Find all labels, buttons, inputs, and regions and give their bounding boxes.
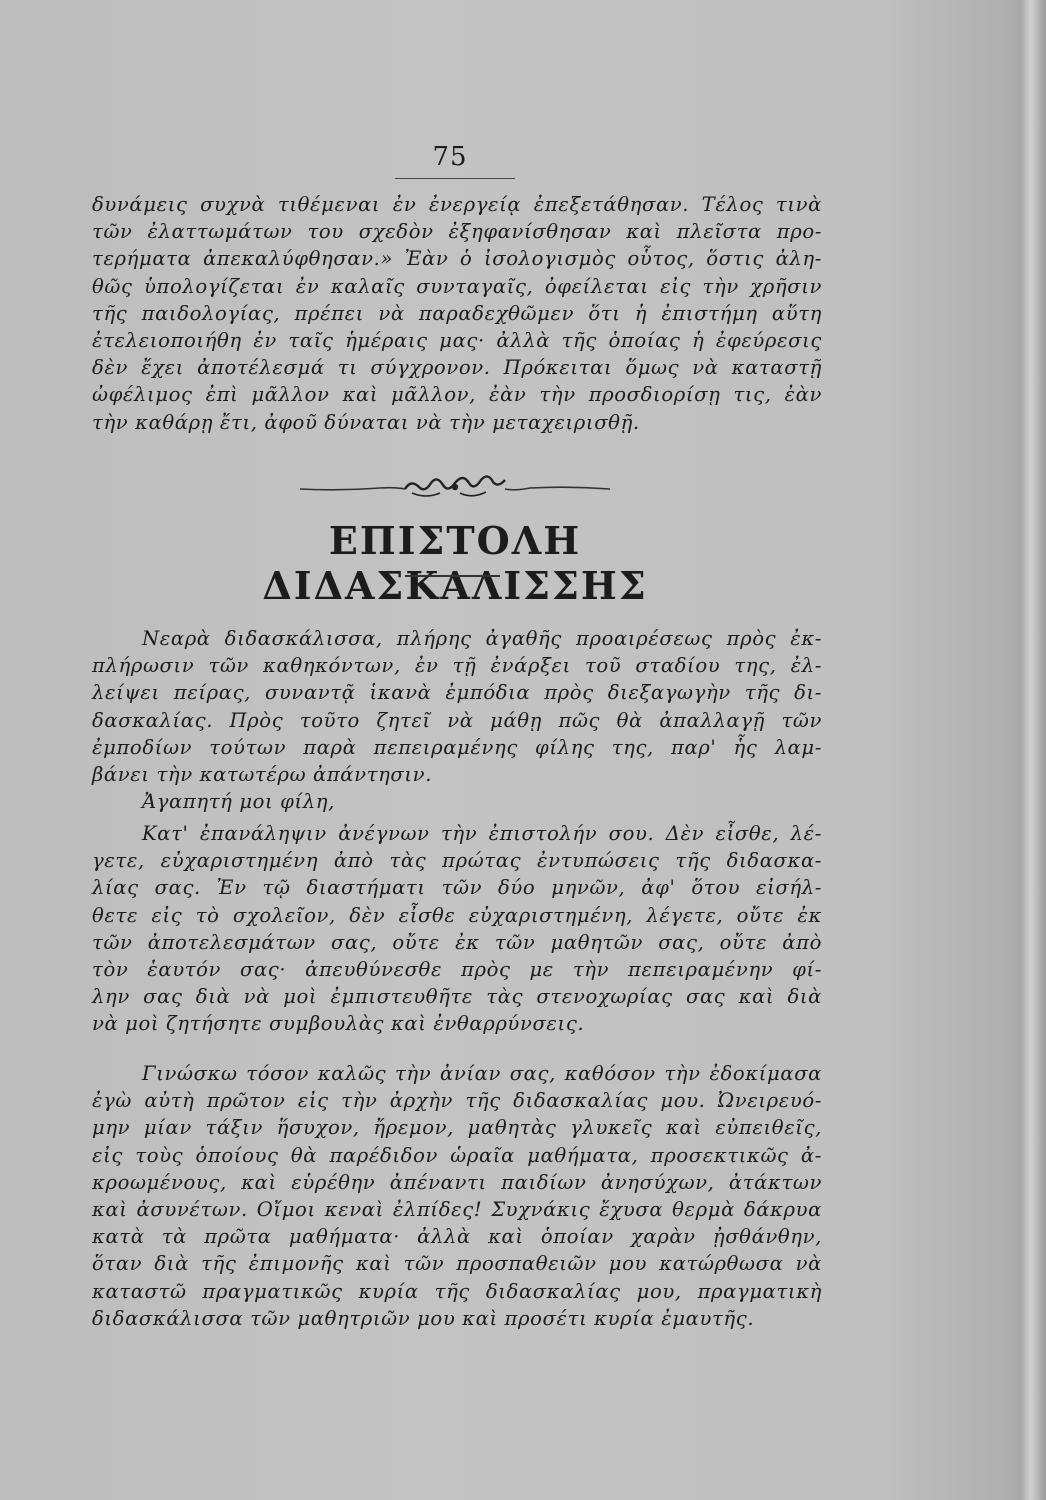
- text-line: βάνει τὴν κατωτέρω ἀπάντησιν.: [92, 762, 433, 786]
- text-line: γετε, εὐχαριστημένη ἀπὸ τὰς πρώτας ἐντυπώσεις τῆς διδασκα-: [92, 849, 822, 873]
- text-line: τῶν ἀποτελεσμάτων σας, οὔτε ἐκ τῶν μαθητῶν σας, οὔτε ἀπὸ: [92, 930, 822, 954]
- text-line: πλήρωσιν τῶν καθηκόντων, ἐν τῇ ἐνάρξει τοῦ σταδίου της, ἐλ-: [92, 654, 822, 678]
- text-line: διδασκάλισσα τῶν μαθητριῶν μου καὶ προσέτι κυρία ἐμαυτῆς.: [92, 1306, 755, 1330]
- text-line: ἐτελειοποιήθη ἐν ταῖς ἡμέραις μας· ἀλλὰ τῆς ὁποίας ἡ ἐφεύρεσις: [92, 328, 822, 352]
- section-title: ΕΠΙΣΤΟΛΗ ΔΙΔΑΣΚΑΛΙΣΣΗΣ: [262, 518, 648, 608]
- text-line: Κατ' ἐπανάληψιν ἀνέγνων τὴν ἐπιστολήν σου. Δὲν εἶσθε, λέ-: [142, 822, 822, 845]
- top-paragraph: [92, 191, 822, 436]
- text-line: θῶς ὑπολογίζεται ἐν καλαῖς συνταγαῖς, ὀφείλεται εἰς τὴν χρῆσιν: [92, 274, 822, 298]
- text-line: ἐμποδίων τούτων παρὰ πεπειραμένης φίλης της, παρ' ἧς λαμ-: [92, 735, 822, 759]
- text-line: τῶν ἐλαττωμάτων του σχεδὸν ἐξηφανίσθησαν καὶ πλεῖστα προ-: [92, 220, 822, 244]
- text-line: νὰ μοὶ ζητήσητε συμβουλὰς καὶ ἐνθαρρύνσεις.: [92, 1012, 585, 1036]
- text-line: τερήματα ἀπεκαλύφθησαν.» Ἐὰν ὁ ἰσολογισμὸς οὗτος, ὅστις ἀλη-: [92, 247, 822, 271]
- text-line: τὸν ἑαυτόν σας· ἀπευθύνεσθε πρὸς με τὴν πεπειραμένην φί-: [92, 957, 822, 981]
- salutation: Ἀγαπητή μοι φίλη,: [142, 790, 335, 814]
- text-line: καταστῶ πραγματικῶς κυρία τῆς διδασκαλίας μου, πραγματικὴ: [92, 1279, 822, 1303]
- text-line: λην σας διὰ νὰ μοὶ ἐμπιστευθῆτε τὰς στενοχωρίας σας καὶ διὰ: [92, 985, 822, 1009]
- text-line: εἰς τοὺς ὁποίους θὰ παρέδιδον ὡραῖα μαθήματα, προσεκτικῶς ἀ-: [92, 1143, 822, 1167]
- text-line: ὠφέλιμος ἐπὶ μᾶλλον καὶ μᾶλλον, ἐὰν τὴν προσδιορίσῃ τις, ἐὰν: [92, 383, 822, 407]
- page-edge: [1020, 0, 1046, 1500]
- text-line: θετε εἰς τὸ σχολεῖον, δὲν εἶσθε εὐχαριστημένη, λέγετε, οὔτε ἐκ: [92, 903, 822, 927]
- page-number: 75: [432, 142, 468, 172]
- text-line: Νεαρὰ διδασκάλισσα, πλήρης ἀγαθῆς προαιρέσεως πρὸς ἐκ-: [142, 627, 822, 650]
- text-line: μην μίαν τάξιν ἥσυχον, ἤρεμον, μαθητὰς γλυκεῖς καὶ εὐπειθεῖς,: [92, 1116, 822, 1140]
- text-line: δασκαλίας. Πρὸς τοῦτο ζητεῖ νὰ μάθῃ πῶς θὰ ἀπαλλαγῇ τῶν: [92, 708, 822, 732]
- text-line: ἐγὼ αὐτὴ πρῶτον εἰς τὴν ἀρχὴν τῆς διδασκαλίας μου. Ὠνειρευό-: [92, 1089, 822, 1113]
- text-line: λίας σας. Ἐν τῷ διαστήματι τῶν δύο μηνῶν, ἀφ' ὅτου εἰσήλ-: [92, 876, 822, 900]
- text-line: Γινώσκω τόσον καλῶς τὴν ἀνίαν σας, καθόσον τὴν ἐδοκίμασα: [142, 1062, 822, 1085]
- letter-paragraph-2: [92, 1060, 822, 1332]
- text-line: τὴν καθάρῃ ἔτι, ἀφοῦ δύναται νὰ τὴν μεταχειρισθῇ.: [92, 410, 640, 434]
- page-number-rule: [395, 178, 515, 179]
- ornament-divider: [300, 472, 610, 506]
- text-line: κροωμένους, καὶ εὑρέθην ἀπέναντι παιδίων ἀνησύχων, ἀτάκτων: [92, 1170, 822, 1194]
- text-line: ὅταν διὰ τῆς ἐπιμονῆς καὶ τῶν προσπαθειῶν μου κατώρθωσα νὰ: [92, 1252, 822, 1276]
- text-line: τῆς παιδολογίας, πρέπει νὰ παραδεχθῶμεν ὅτι ἡ ἐπιστήμη αὕτη: [92, 301, 822, 325]
- title-rule: [405, 575, 500, 577]
- text-line: λείψει πείρας, συναντᾷ ἱκανὰ ἐμπόδια πρὸς διεξαγωγὴν τῆς δι-: [92, 681, 822, 705]
- text-line: καὶ ἀσυνέτων. Οἴμοι κεναὶ ἐλπίδες! Συχνάκις ἔχυσα θερμὰ δάκρυα: [92, 1197, 822, 1221]
- text-line: δὲν ἔχει ἀποτέλεσμά τι σύγχρονον. Πρόκειται ὅμως νὰ καταστῇ: [92, 356, 822, 380]
- text-line: δυνάμεις συχνὰ τιθέμεναι ἐν ἐνεργείᾳ ἐπεξετάθησαν. Τέλος τινὰ: [92, 193, 822, 216]
- text-line: κατὰ τὰ πρῶτα μαθήματα· ἀλλὰ καὶ ὁποίαν χαρὰν ᾐσθάνθην,: [92, 1225, 822, 1249]
- letter-paragraph-1: [92, 820, 822, 1038]
- intro-paragraph: [92, 625, 822, 815]
